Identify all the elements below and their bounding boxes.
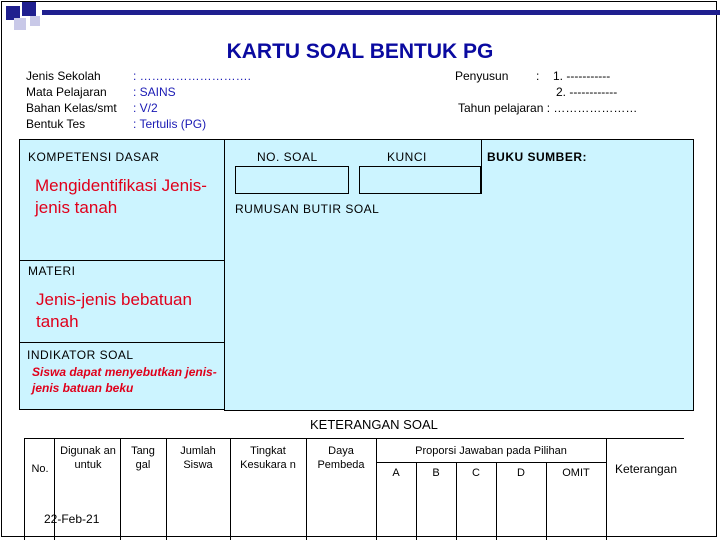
no-soal-label: NO. SOAL <box>257 150 318 164</box>
col-divider-6 <box>376 438 377 540</box>
materi-value: Jenis-jenis bebatuan tanah <box>36 290 192 331</box>
info-value-kelas: : V/2 <box>133 101 158 115</box>
materi-box <box>19 260 225 343</box>
kunci-answer-box <box>359 166 481 194</box>
rumusan-box <box>224 139 694 411</box>
col-divider-2 <box>120 438 121 540</box>
tahun-pelajaran: Tahun pelajaran : ………………… <box>458 101 638 115</box>
penyusun-2: 2. ------------ <box>556 85 618 99</box>
option-d: D <box>517 467 525 479</box>
table-border-top <box>24 438 684 439</box>
header-jumlah: Jumlah Siswa <box>180 445 216 471</box>
info-label-bentuk: Bentuk Tes <box>26 117 86 131</box>
materi-label: MATERI <box>28 264 76 278</box>
info-label-sekolah: Jenis Sekolah <box>26 69 101 83</box>
rumusan-label: RUMUSAN BUTIR SOAL <box>235 202 380 216</box>
table-border-left <box>24 438 25 540</box>
decor-square-2 <box>22 2 36 16</box>
keterangan-soal-label: KETERANGAN SOAL <box>310 417 438 432</box>
kompetensi-value: Mengidentifikasi Jenis-jenis tanah <box>35 176 207 217</box>
penyusun-colon: : <box>536 69 540 83</box>
analysis-table <box>24 438 684 540</box>
info-label-mapel: Mata Pelajaran <box>26 85 107 99</box>
no-soal-answer-box <box>235 166 349 194</box>
option-a: A <box>392 467 400 479</box>
col-divider-5 <box>306 438 307 540</box>
kunci-label: KUNCI <box>387 150 427 164</box>
header-keterangan: Keterangan <box>614 462 678 476</box>
header-pembeda: Daya Pembeda <box>317 445 365 471</box>
penyusun-label: Penyusun <box>455 69 509 83</box>
buku-sumber-label: BUKU SUMBER: <box>487 150 587 164</box>
col-divider-4 <box>230 438 231 540</box>
option-b: B <box>432 467 440 479</box>
top-accent-bar <box>42 10 720 15</box>
proporsi-divider <box>376 462 606 463</box>
info-label-kelas: Bahan Kelas/smt <box>26 101 117 115</box>
decor-square-3 <box>14 18 26 30</box>
info-values <box>133 68 251 132</box>
option-c: C <box>472 467 480 479</box>
header-kesukaran: Tingkat Kesukara n <box>240 445 296 471</box>
col-divider-3 <box>166 438 167 540</box>
buku-divider <box>481 140 482 194</box>
header-digunakan: Digunak an untuk <box>60 445 116 471</box>
indikator-label: INDIKATOR SOAL <box>27 348 134 362</box>
kompetensi-box <box>19 139 225 261</box>
info-value-sekolah: : ………………………. <box>133 69 252 83</box>
penyusun-1: 1. ----------- <box>553 69 611 83</box>
info-labels <box>26 68 117 132</box>
decor-square-4 <box>30 16 40 26</box>
info-value-bentuk: : Tertulis (PG) <box>133 117 207 131</box>
info-value-mapel: : SAINS <box>133 85 176 99</box>
col-divider-7 <box>606 438 607 540</box>
kompetensi-label: KOMPETENSI DASAR <box>28 150 160 164</box>
header-tanggal: Tang gal <box>131 445 155 471</box>
header-proporsi: Proporsi Jawaban pada Pilihan <box>415 445 567 457</box>
indikator-box <box>19 342 225 410</box>
header-no: No. <box>31 463 49 475</box>
page-title: KARTU SOAL BENTUK PG <box>226 40 494 63</box>
option-omit: OMIT <box>562 467 590 479</box>
footer-date: 22-Feb-21 <box>44 512 100 526</box>
indikator-value: Siswa dapat menyebutkan jenis-jenis batuan beku <box>32 365 217 395</box>
